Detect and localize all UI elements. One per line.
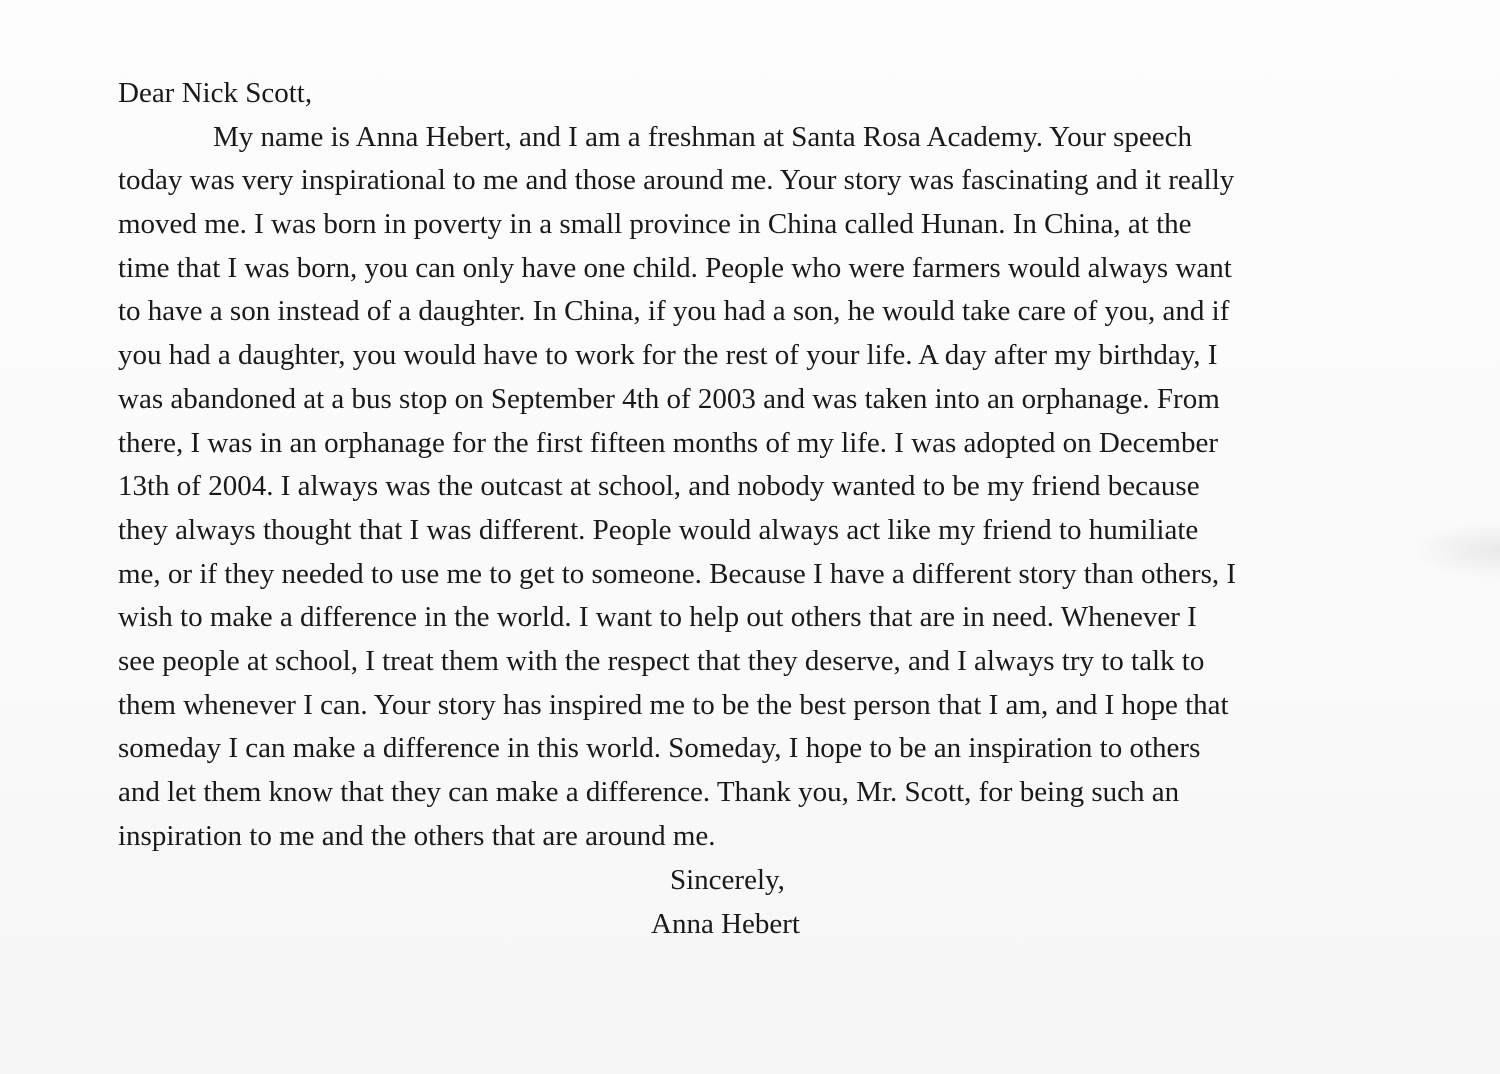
letter-body (118, 72, 1378, 858)
body-line: 13th of 2004. I always was the outcast at school, and nobody wanted to be my friend because (118, 470, 1200, 503)
salutation: Dear Nick Scott, (118, 77, 313, 109)
closing: Sincerely, (670, 864, 785, 896)
body-line: me, or if they needed to use me to get to someone. Because I have a different story than others, I (118, 557, 1237, 590)
body-line: you had a daughter, you would have to work for the rest of your life. A day after my birthday, I (118, 339, 1218, 372)
body-line: wish to make a difference in the world. I want to help out others that are in need. Whenever I (118, 601, 1197, 634)
body-line: see people at school, I treat them with the respect that they deserve, and I always try to talk to (118, 644, 1205, 677)
body-line: they always thought that I was different. People would always act like my friend to humiliate (118, 513, 1199, 546)
body-line: time that I was born, you can only have one child. People who were farmers would always want (118, 251, 1232, 284)
body-line: and let them know that they can make a difference. Thank you, Mr. Scott, for being such an (118, 776, 1180, 808)
body-line: someday I can make a difference in this world. Someday, I hope to be an inspiration to others (118, 732, 1201, 765)
body-line: them whenever I can. Your story has inspired me to be the best person that I am, and I hope that (118, 688, 1229, 721)
body-line: moved me. I was born in poverty in a small province in China called Hunan. In China, at the (118, 208, 1192, 241)
signature: Anna Hebert (651, 908, 800, 940)
body-line: to have a son instead of a daughter. In China, if you had a son, he would take care of you, and if (118, 295, 1230, 328)
body-line: was abandoned at a bus stop on September 4th of 2003 and was taken into an orphanage. From (118, 382, 1220, 415)
paper-fold-shadow (1410, 520, 1500, 580)
body-line: inspiration to me and the others that are around me. (118, 819, 716, 852)
body-line: there, I was in an orphanage for the first fifteen months of my life. I was adopted on December (118, 426, 1219, 459)
body-line: today was very inspirational to me and those around me. Your story was fascinating and it really (118, 164, 1235, 197)
body-line: My name is Anna Hebert, and I am a freshman at Santa Rosa Academy. Your speech (213, 120, 1193, 153)
